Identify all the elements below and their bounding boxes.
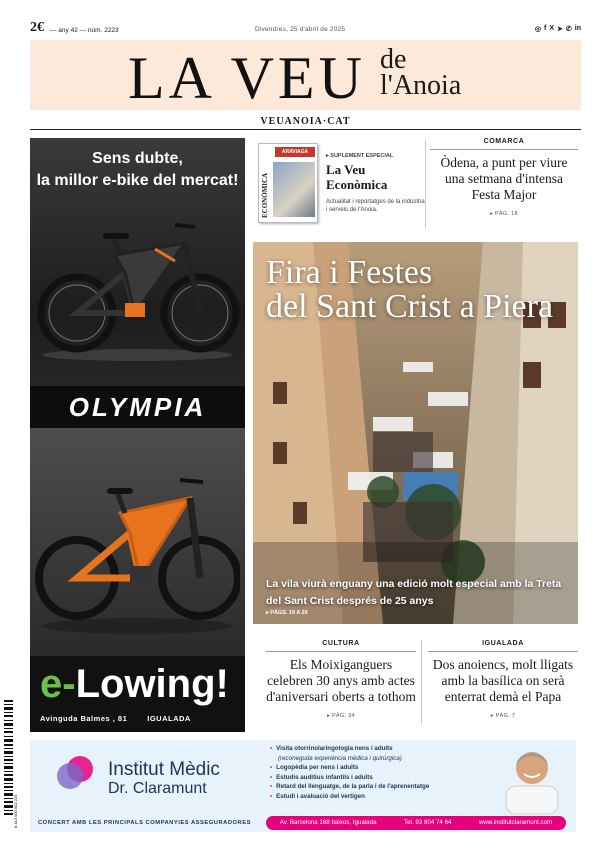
website-link[interactable] [30,112,581,130]
main-headline-line-2: del Sant Crist a Piera [266,288,554,325]
page-ref-text: PÀG. 7 [495,713,516,719]
supplement-cover-brand: ARAVIAGA [275,147,315,157]
section-label: IGUALADA [482,640,524,647]
main-story[interactable] [253,242,578,624]
section-rule [430,149,578,150]
service-item: • Estudis auditius infantils i adults [270,773,429,783]
story-comarca[interactable] [430,138,578,217]
top-info-line [30,20,581,38]
address: Av. Barcelona 168 baixos, Igualada [279,819,377,826]
contact-bar [266,816,566,830]
issue-date: Divendres, 25 d'abril de 2025 [255,26,346,33]
olympia-logo: OLYMPIA [30,386,245,428]
institut-name: Institut Mèdic [108,759,220,780]
page-ref-text: PÀGS. 19 A 26 [270,610,308,616]
section-label: COMARCA [483,138,525,145]
story-igualada[interactable] [428,640,578,719]
elowing-city: IGUALADA [147,714,191,723]
divider [425,140,426,228]
service-item: • Logopèdia per nens i adults [270,763,429,773]
facebook-icon[interactable]: f [544,25,547,32]
story-title: Els Moixiganguers celebren 30 anys amb actes d'aniversari oberts a tothom [266,657,416,704]
institut-doctor: Dr. Claramunt [108,780,207,797]
elowing-address [40,714,191,723]
ebike-ad[interactable] [30,138,245,732]
supplement-desc: Actualitat i reportatges de la indústria i serveis de l'Anoia. [326,199,425,213]
page-ref-text: PÀG. 18 [495,211,518,217]
barcode-number: 8 413 000 002 223 [13,794,18,828]
masthead [30,40,581,110]
page-ref: ▸ PÀG. 34 [327,713,355,719]
ad-headline [30,148,245,192]
supplement-teaser[interactable] [258,140,423,228]
service-item: • Estudi i avaluació del vertigen [270,792,429,802]
website[interactable]: www.institutclaramunt.com [478,819,553,826]
ad-mid-panel [30,428,245,656]
service-item [270,744,429,763]
service-item: • Retard del llenguatge, de la parla i de l'aprenentatge [270,782,429,792]
service-note: (reconeguda experiència mèdica i quirúrgica) [278,754,402,762]
masthead-anoia: l'Anoia [380,70,462,101]
social-links [535,25,581,33]
barcode [4,700,18,830]
divider [421,640,422,725]
page-ref: ▸ PÀGS. 19 A 26 [266,610,308,616]
medical-ad[interactable] [30,740,576,832]
service-text: Visita otorrinolaringologia nens i adults [276,745,393,752]
linkedin-icon[interactable]: in [574,25,581,32]
supplement-title: La Veu Econòmica [326,162,388,192]
elowing-rest: Lowing! [75,662,229,706]
masthead-de: de [380,44,407,75]
instagram-icon[interactable]: ◎ [534,26,541,33]
telegram-icon[interactable]: ➤ [557,26,563,33]
masthead-title: LA VEU [128,45,366,111]
ad-headline-line-2: la millor e-bike del mercat! [36,172,239,189]
story-title: Dos anoiencs, molt lligats amb la basílica on serà enterrat demà el Papa [432,657,574,704]
phone[interactable]: Tel. 93 804 74 64 [404,819,452,826]
section-label: CULTURA [322,640,360,647]
issue-number: — any 42 — núm. 2223 [50,27,119,34]
main-headline [266,256,553,324]
main-caption: La vila viurà enguany una edició molt especial amb la Treta del Sant Crist després de 25 anys [266,578,562,607]
ebike-image-2 [35,458,240,638]
supplement-cover-title: ECONÒMICA [261,172,269,218]
supplement-cover [258,143,318,223]
elowing-street: Avinguda Balmes , 81 [40,714,128,723]
doctor-photo [500,744,564,814]
page-ref-text: PÀG. 34 [332,713,355,719]
elowing-logo [30,656,245,732]
x-icon[interactable]: X [549,25,555,32]
insurance-note: CONCERT AMB LES PRINCIPALS COMPANYIES ASSEGURADORES [38,820,251,826]
ad-headline-line-1: Sens dubte, [92,150,183,167]
section-rule [266,651,416,652]
supplement-kicker: ▸ SUPLEMENT ESPECIAL [326,153,394,159]
page-ref: ▸ PÀG. 7 [490,713,516,719]
supplement-kicker-text: SUPLEMENT ESPECIAL [330,153,394,159]
section-rule [428,651,578,652]
page-ref: ▸ PÀG. 18 [490,211,518,217]
story-cultura[interactable] [266,640,416,719]
main-headline-line-1: Fira i Festes [266,254,433,291]
supplement-cover-photo [273,162,315,217]
elowing-brand [40,660,229,708]
price: 2€ [30,20,44,35]
whatsapp-icon[interactable]: ✆ [565,26,572,33]
institut-logo-icon [56,754,96,794]
services-list [270,744,429,801]
story-title: Òdena, a punt per viure una setmana d'intensa Festa Major [440,155,568,202]
website-label: VEUANOIA·CAT [260,116,351,127]
ad-top-panel [30,138,245,386]
ebike-image-1 [35,213,240,363]
elowing-e: e- [40,662,76,706]
